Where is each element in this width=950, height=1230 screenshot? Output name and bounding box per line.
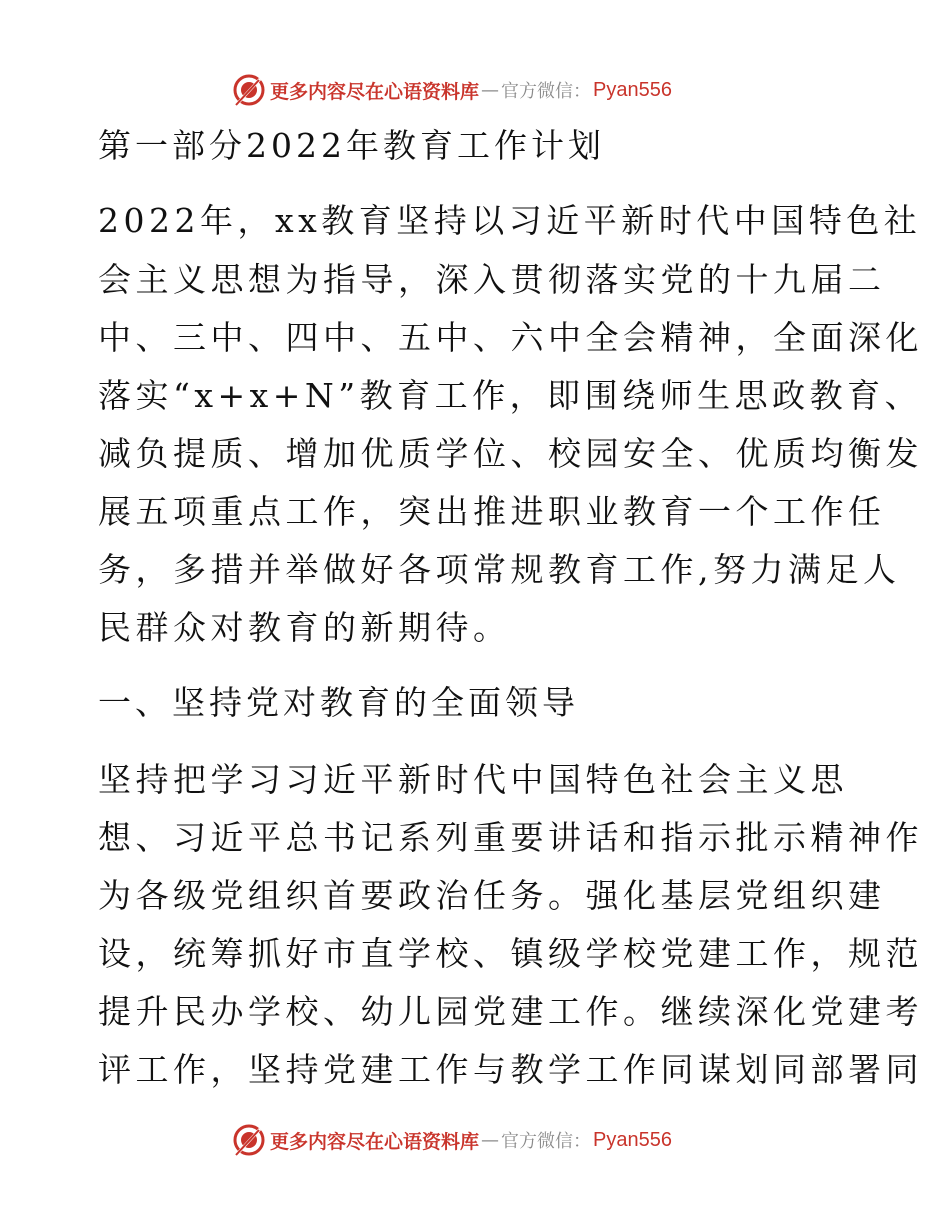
paragraph-line: 务，多措并举做好各项常规教育工作,努力满足人 [98, 550, 901, 589]
paragraph-line: 民群众对教育的新期待。 [98, 608, 511, 647]
watermark-separator: — [481, 79, 500, 101]
watermark-wechat-id: Pyan556 [593, 1128, 672, 1151]
paragraph-line: 2022年，xx教育坚持以习近平新时代中国特色社 [98, 201, 922, 240]
watermark-sub-text: 官方微信： [501, 81, 592, 102]
paragraph-line: 会主义思想为指导，深入贯彻落实党的十九届二 [98, 260, 886, 299]
paragraph-line: 提升民办学校、幼儿园党建工作。继续深化党建考 [98, 992, 923, 1031]
paragraph-line: 中、三中、四中、五中、六中全会精神，全面深化 [98, 318, 923, 357]
watermark-header [232, 72, 752, 108]
watermark-separator: — [481, 1129, 500, 1151]
document-title: 第一部分2022年教育工作计划 [98, 126, 605, 165]
paragraph-line: 设，统筹抓好市直学校、镇级学校党建工作，规范 [98, 934, 923, 973]
paragraph-line: 评工作，坚持党建工作与教学工作同谋划同部署同 [98, 1050, 923, 1089]
watermark-main-text: 更多内容尽在心语资料库 [270, 1130, 480, 1153]
paragraph-line: 展五项重点工作，突出推进职业教育一个工作任 [98, 492, 886, 531]
paragraph-line: 落实“x+x+N”教育工作，即围绕师生思政教育、 [98, 376, 923, 415]
watermark-main-text: 更多内容尽在心语资料库 [270, 80, 480, 103]
watermark-wechat-id: Pyan556 [593, 78, 672, 101]
quill-seal-logo-icon [232, 73, 266, 107]
section-heading: 一、坚持党对教育的全面领导 [98, 683, 579, 722]
paragraph-line: 想、习近平总书记系列重要讲话和指示批示精神作 [98, 818, 923, 857]
paragraph-line: 坚持把学习习近平新时代中国特色社会主义思 [98, 760, 848, 799]
watermark-sub-text: 官方微信： [501, 1131, 592, 1152]
quill-seal-logo-icon [232, 1123, 266, 1157]
paragraph-line: 减负提质、增加优质学位、校园安全、优质均衡发 [98, 434, 923, 473]
watermark-footer [232, 1122, 752, 1158]
paragraph-line: 为各级党组织首要政治任务。强化基层党组织建 [98, 876, 886, 915]
